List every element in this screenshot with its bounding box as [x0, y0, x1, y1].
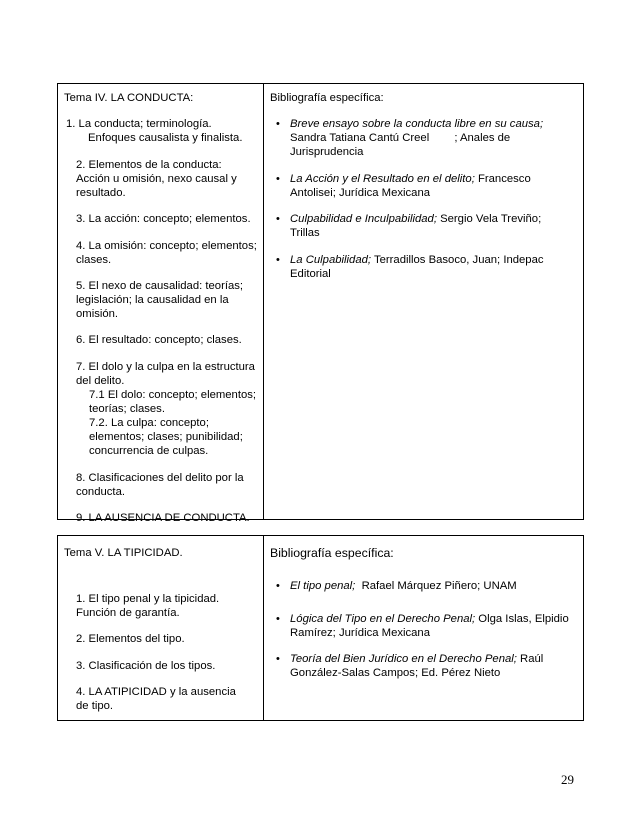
bullet-icon: •	[276, 653, 280, 665]
page-number: 29	[561, 772, 574, 787]
topic-line: 6. El resultado: concepto; clases.	[76, 334, 242, 346]
book-title: El tipo penal;	[290, 580, 356, 592]
bibliography-publisher: González-Salas Campos; Ed. Pérez Nieto	[290, 667, 501, 679]
topic-line: clases.	[76, 254, 112, 266]
bibliography-author: Terradillos Basoco, Juan; Indepac	[371, 254, 544, 266]
topic-line: legislación; la causalidad en la	[76, 294, 229, 306]
book-title: La Culpabilidad;	[290, 254, 372, 266]
topic-line: 2. Elementos de la conducta:	[76, 159, 222, 171]
tema-iv-bibliography-heading: Bibliografía específica:	[270, 92, 384, 104]
book-title: Culpabilidad e Inculpabilidad;	[290, 213, 437, 225]
topic-line: 1. El tipo penal y la tipicidad.	[76, 593, 220, 605]
topic-line: teorías; clases.	[89, 403, 165, 415]
bullet-icon: •	[276, 173, 280, 185]
book-title: Breve ensayo sobre la conducta libre en su causa;	[290, 118, 544, 130]
topic-line: Función de garantía.	[76, 607, 180, 619]
bibliography-author: Francesco	[474, 173, 531, 185]
topic-line: del delito.	[76, 375, 125, 387]
bibliography-publisher: Editorial	[290, 268, 331, 280]
bullet-icon: •	[276, 213, 280, 225]
topic-line: 5. El nexo de causalidad: teorías;	[76, 280, 244, 292]
bibliography-author: Sergio Vela Treviño;	[436, 213, 542, 225]
book-title: La Acción y el Resultado en el delito;	[290, 173, 475, 185]
bullet-icon: •	[276, 613, 280, 625]
bullet-icon: •	[276, 118, 280, 130]
topic-line: 8. Clasificaciones del delito por la	[76, 472, 244, 484]
bibliography-author: Raúl	[516, 653, 544, 665]
topic-line: 7. El dolo y la culpa en la estructura	[76, 361, 255, 373]
topic-line: 7.1 El dolo: concepto; elementos;	[89, 389, 257, 401]
topic-line: 3. Clasificación de los tipos.	[76, 660, 216, 672]
topic-line: elementos; clases; punibilidad;	[89, 431, 243, 443]
bibliography-publisher: Antolisei; Jurídica Mexicana	[290, 187, 431, 199]
topic-line: Acción u omisión, nexo causal y	[76, 173, 237, 185]
book-title: Lógica del Tipo en el Derecho Penal;	[290, 613, 476, 625]
bullet-icon: •	[276, 254, 280, 266]
topic-line: conducta.	[76, 486, 125, 498]
topic-line: 3. La acción: concepto; elementos.	[76, 213, 251, 225]
bibliography-author: Sandra Tatiana Cantú Creel ; Anales de	[290, 132, 511, 144]
tema-v-title: Tema V. LA TIPICIDAD.	[64, 547, 183, 559]
tema-v-bibliography-heading: Bibliografía específica:	[270, 546, 394, 560]
topic-line: 4. LA ATIPICIDAD y la ausencia	[76, 686, 236, 698]
topic-line: 9. LA AUSENCIA DE CONDUCTA.	[76, 512, 250, 524]
section-tema-v	[57, 535, 584, 721]
topic-line: de tipo.	[76, 700, 114, 712]
tema-iv-title: Tema IV. LA CONDUCTA:	[64, 92, 194, 104]
topic-line: resultado.	[76, 187, 126, 199]
bibliography-publisher: Ramírez; Jurídica Mexicana	[290, 627, 431, 639]
topic-line: 7.2. La culpa: concepto;	[89, 417, 209, 429]
topic-line: 1. La conducta; terminología.	[66, 118, 212, 130]
bibliography-author: Olga Islas, Elpidio	[475, 613, 569, 625]
bibliography-author: Rafael Márquez Piñero; UNAM	[355, 580, 517, 592]
bibliography-publisher: Jurisprudencia	[290, 146, 364, 158]
topic-line: omisión.	[76, 308, 119, 320]
bibliography-publisher: Trillas	[290, 227, 320, 239]
topic-line: 2. Elementos del tipo.	[76, 633, 185, 645]
topic-line: concurrencia de culpas.	[89, 445, 209, 457]
section-tema-iv	[57, 83, 584, 524]
topic-line: Enfoques causalista y finalista.	[88, 132, 243, 144]
bullet-icon: •	[276, 580, 280, 592]
topic-line: 4. La omisión: concepto; elementos;	[76, 240, 257, 252]
book-title: Teoría del Bien Jurídico en el Derecho Penal;	[290, 653, 517, 665]
